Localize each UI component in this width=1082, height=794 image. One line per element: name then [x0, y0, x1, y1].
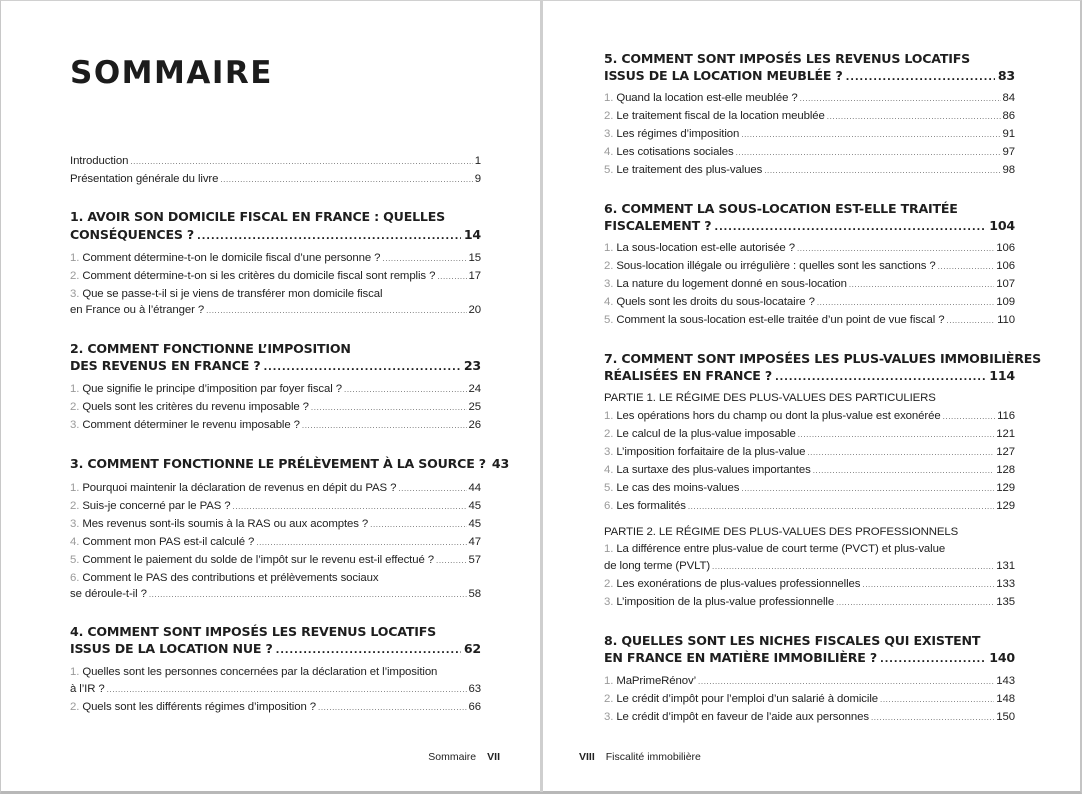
entry-number: 2.: [604, 260, 614, 272]
chapter-6-heading[interactable]: [604, 217, 1015, 235]
entry-number: 1.: [604, 242, 614, 254]
entry-number: 1.: [70, 482, 80, 494]
dot-leader: [741, 126, 1000, 143]
part-2-label: PARTIE 2. LE RÉGIME DES PLUS-VALUES DES PROFESSIONNELS: [604, 526, 959, 538]
toc-entry[interactable]: [70, 250, 481, 267]
entry-text: Mes revenus sont-ils soumis à la RAS ou aux acomptes ?: [82, 518, 369, 530]
chapter-title: CONSÉQUENCES ?: [70, 227, 195, 242]
entry-page-number: 133: [996, 578, 1015, 590]
dot-leader: [398, 480, 466, 497]
entry-number: 3.: [604, 128, 614, 140]
entry-text: Pourquoi maintenir la déclaration de revenus en dépit du PAS ?: [82, 482, 397, 494]
entry-page-number: 63: [468, 683, 481, 695]
dot-leader: [741, 480, 994, 497]
toc-entry[interactable]: [604, 691, 1015, 708]
dot-leader: [849, 276, 994, 293]
entry-page-number: 57: [468, 554, 481, 566]
entry-text: La sous-location est-elle autorisée ?: [616, 242, 795, 254]
chapter-page-number: 114: [989, 368, 1015, 383]
entry-page-number: 128: [996, 464, 1015, 476]
chapter-title: RÉALISÉES EN FRANCE ?: [604, 368, 772, 383]
entry-page-number: 127: [996, 446, 1015, 458]
entry-text: Le cas des moins-values: [616, 482, 740, 494]
entry-number: 2.: [604, 693, 614, 705]
chapter-5-title-line1: 5. COMMENT SONT IMPOSÉS LES REVENUS LOCATIFS: [604, 51, 971, 66]
entry-text: se déroule-t-il ?: [70, 588, 147, 600]
chapter-title: ISSUS DE LA LOCATION MEUBLÉE ?: [604, 68, 843, 83]
running-header-label: Sommaire: [428, 751, 477, 763]
entry-page-number: 131: [996, 560, 1015, 572]
entry-page-number: 106: [996, 242, 1015, 254]
entry-text: L’imposition forfaitaire de la plus-value: [616, 446, 806, 458]
toc-entry[interactable]: [70, 516, 481, 533]
dot-leader: [798, 426, 995, 443]
dot-leader: [880, 691, 994, 708]
entry-number: 2.: [70, 270, 80, 282]
entry-number: 2.: [604, 578, 614, 590]
dot-leader: [946, 312, 995, 329]
dot-leader: [149, 586, 467, 603]
chapter-page-number: 140: [989, 650, 1015, 665]
chapter-page-number: 104: [989, 218, 1015, 233]
dot-leader: [233, 498, 467, 515]
entry-page-number: 44: [468, 482, 481, 494]
entry-number: 5.: [604, 164, 614, 176]
chapter-4-title-line1: 4. COMMENT SONT IMPOSÉS LES REVENUS LOCATIFS: [70, 624, 437, 639]
dot-leader: [256, 534, 466, 551]
dot-leader: [714, 219, 986, 237]
entry-page-number: 9: [474, 173, 481, 185]
chapter-title: EN FRANCE EN MATIÈRE IMMOBILIÈRE ?: [604, 650, 877, 665]
entry-text: Quelles sont les personnes concernées par la déclaration et l’imposition: [82, 666, 438, 678]
entry-number: 6.: [604, 500, 614, 512]
entry-number: 2.: [604, 428, 614, 440]
dot-leader: [807, 444, 994, 461]
toc-entry[interactable]: [70, 681, 481, 698]
dot-leader: [846, 69, 995, 87]
dot-leader: [382, 250, 466, 267]
toc-entry[interactable]: [604, 444, 1015, 461]
entry-number: 5.: [70, 554, 80, 566]
entry-page-number: 26: [468, 419, 481, 431]
entry-text: Le traitement des plus-values: [616, 164, 763, 176]
entry-page-number: 107: [996, 278, 1015, 290]
toc-entry[interactable]: [604, 594, 1015, 611]
toc-entry[interactable]: [604, 576, 1015, 593]
toc-entry[interactable]: [604, 498, 1015, 515]
toc-entry[interactable]: [604, 144, 1015, 161]
entry-number: 4.: [604, 464, 614, 476]
entry-number: 1.: [604, 92, 614, 104]
entry-number: 5.: [604, 314, 614, 326]
chapter-5-heading[interactable]: [604, 67, 1015, 85]
chapter-title: DES REVENUS EN FRANCE ?: [70, 358, 261, 373]
toc-entry[interactable]: [604, 480, 1015, 497]
entry-text: Introduction: [70, 155, 129, 167]
entry-number: 2.: [70, 500, 80, 512]
toc-entry[interactable]: [604, 276, 1015, 293]
entry-number: 3.: [70, 518, 80, 530]
chapter-2-heading[interactable]: [70, 357, 481, 375]
entry-text: Présentation générale du livre: [70, 173, 219, 185]
page-gutter-divider: [540, 1, 543, 792]
toc-entry[interactable]: [604, 312, 1015, 329]
dot-leader: [817, 294, 994, 311]
toc-entry-introduction[interactable]: [70, 153, 481, 170]
entry-page-number: 98: [1002, 164, 1015, 176]
toc-entry[interactable]: [70, 699, 481, 716]
dot-leader: [370, 516, 466, 533]
entry-page-number: 15: [468, 252, 481, 264]
entry-text: Quels sont les différents régimes d’imposition ?: [82, 701, 316, 713]
entry-text: Quels sont les droits du sous-locataire ?: [616, 296, 815, 308]
chapter-title: FISCALEMENT ?: [604, 218, 712, 233]
dot-leader: [130, 153, 472, 170]
entry-page-number: 135: [996, 596, 1015, 608]
dot-leader: [871, 709, 994, 726]
dot-leader: [797, 240, 994, 257]
entry-number: 4.: [70, 536, 80, 548]
entry-page-number: 45: [468, 518, 481, 530]
folio-number: VII: [487, 751, 500, 763]
entry-page-number: 129: [996, 482, 1015, 494]
dot-leader: [206, 302, 466, 319]
entry-number: 3.: [604, 596, 614, 608]
chapter-page-number: 14: [463, 227, 481, 242]
entry-text: La nature du logement donné en sous-location: [616, 278, 847, 290]
dot-leader: [862, 576, 994, 593]
dot-leader: [800, 90, 1001, 107]
entry-page-number: 91: [1002, 128, 1015, 140]
entry-page-number: 1: [474, 155, 481, 167]
entry-page-number: 116: [997, 410, 1015, 422]
entry-text: Comment le PAS des contributions et prélèvements sociaux: [82, 572, 379, 584]
chapter-page-number: 83: [997, 68, 1015, 83]
toc-entry[interactable]: [604, 709, 1015, 726]
dot-leader: [318, 699, 467, 716]
chapter-1-title-line1: 1. AVOIR SON DOMICILE FISCAL EN FRANCE : QUELLES: [70, 209, 446, 224]
entry-number: 3.: [70, 288, 80, 300]
dot-leader: [263, 359, 460, 377]
page-title: SOMMAIRE: [70, 55, 273, 91]
toc-entry[interactable]: [604, 294, 1015, 311]
dot-leader: [938, 258, 995, 275]
entry-number: 2.: [70, 401, 80, 413]
toc-entry-line1[interactable]: [70, 664, 481, 681]
entry-page-number: 110: [997, 314, 1015, 326]
entry-text: Les régimes d’imposition: [616, 128, 740, 140]
chapter-7-heading[interactable]: [604, 367, 1015, 385]
toc-entry[interactable]: [604, 558, 1015, 575]
entry-number: 4.: [604, 146, 614, 158]
entry-number: 6.: [70, 572, 80, 584]
chapter-title: ISSUS DE LA LOCATION NUE ?: [70, 641, 273, 656]
entry-number: 2.: [70, 701, 80, 713]
entry-text: Comment déterminer le revenu imposable ?: [82, 419, 300, 431]
chapter-1-heading[interactable]: [70, 226, 481, 244]
entry-page-number: 66: [468, 701, 481, 713]
chapter-2-title-line1: 2. COMMENT FONCTIONNE L’IMPOSITION: [70, 341, 351, 356]
toc-entry[interactable]: [70, 586, 481, 603]
dot-leader: [302, 417, 467, 434]
entry-number: 1.: [604, 410, 614, 422]
toc-entry[interactable]: [604, 108, 1015, 125]
chapter-8-title-line1: 8. QUELLES SONT LES NICHES FISCALES QUI EXISTENT: [604, 633, 981, 648]
entry-page-number: 45: [468, 500, 481, 512]
entry-text: Que signifie le principe d’imposition par foyer fiscal ?: [82, 383, 342, 395]
entry-text: MaPrimeRénov’: [616, 675, 697, 687]
chapter-title: 3. COMMENT FONCTIONNE LE PRÉLÈVEMENT À LA SOURCE ?: [70, 456, 486, 471]
toc-entry[interactable]: [70, 381, 481, 398]
entry-text: Quand la location est-elle meublée ?: [616, 92, 798, 104]
toc-entry[interactable]: [70, 417, 481, 434]
toc-entry-line1[interactable]: [70, 570, 481, 587]
toc-entry[interactable]: [604, 408, 1015, 425]
entry-page-number: 129: [996, 500, 1015, 512]
toc-entry-line1[interactable]: [604, 541, 1015, 558]
entry-number: 1.: [604, 543, 614, 555]
entry-page-number: 97: [1002, 146, 1015, 158]
entry-text: Les formalités: [616, 500, 686, 512]
entry-page-number: 84: [1002, 92, 1015, 104]
dot-leader: [688, 498, 994, 515]
entry-text: Les cotisations sociales: [616, 146, 734, 158]
toc-entry[interactable]: [604, 240, 1015, 257]
toc-entry-line1[interactable]: [70, 286, 481, 303]
entry-page-number: 109: [996, 296, 1015, 308]
toc-entry[interactable]: [70, 268, 481, 285]
entry-text: Le calcul de la plus-value imposable: [616, 428, 796, 440]
chapter-3-heading[interactable]: [70, 455, 510, 473]
chapter-7-title-line1: 7. COMMENT SONT IMPOSÉES LES PLUS-VALUES IMMOBILIÈRES: [604, 351, 1042, 366]
entry-number: 3.: [604, 711, 614, 723]
entry-page-number: 150: [996, 711, 1015, 723]
dot-leader: [276, 642, 461, 660]
entry-number: 5.: [604, 482, 614, 494]
toc-entry[interactable]: [604, 426, 1015, 443]
dot-leader: [813, 462, 995, 479]
toc-entry[interactable]: [604, 162, 1015, 179]
toc-entry[interactable]: [70, 534, 481, 551]
dot-leader: [736, 144, 1001, 161]
entry-number: 3.: [604, 446, 614, 458]
entry-number: 1.: [604, 675, 614, 687]
chapter-6-title-line1: 6. COMMENT LA SOUS-LOCATION EST-ELLE TRAITÉE: [604, 201, 958, 216]
entry-page-number: 148: [996, 693, 1015, 705]
entry-page-number: 17: [468, 270, 481, 282]
dot-leader: [436, 552, 467, 569]
toc-entry[interactable]: [70, 552, 481, 569]
entry-text: L’imposition de la plus-value professionnelle: [616, 596, 835, 608]
toc-entry[interactable]: [70, 498, 481, 515]
chapter-page-number: 23: [463, 358, 481, 373]
toc-entry[interactable]: [70, 399, 481, 416]
entry-number: 1.: [70, 252, 80, 264]
entry-page-number: 143: [996, 675, 1015, 687]
dot-leader: [698, 673, 994, 690]
chapter-page-number: 62: [463, 641, 481, 656]
dot-leader: [880, 651, 986, 669]
toc-entry[interactable]: [604, 673, 1015, 690]
entry-text: Que se passe-t-il si je viens de transférer mon domicile fiscal: [82, 288, 383, 300]
dot-leader: [344, 381, 467, 398]
folio-number: VIII: [579, 751, 595, 763]
dot-leader: [220, 171, 472, 188]
entry-page-number: 86: [1002, 110, 1015, 122]
entry-text: Quels sont les critères du revenu imposable ?: [82, 401, 309, 413]
entry-text: de long terme (PVLT): [604, 560, 711, 572]
entry-number: 1.: [70, 666, 80, 678]
entry-number: 2.: [604, 110, 614, 122]
entry-text: Le traitement fiscal de la location meublée: [616, 110, 825, 122]
entry-page-number: 106: [996, 260, 1015, 272]
chapter-4-heading[interactable]: [70, 640, 481, 658]
entry-text: Les opérations hors du champ ou dont la plus-value est exonérée: [616, 410, 941, 422]
dot-leader: [764, 162, 1000, 179]
entry-page-number: 20: [468, 304, 481, 316]
entry-text: Comment le paiement du solde de l’impôt sur le revenu est-il effectué ?: [82, 554, 434, 566]
entry-page-number: 47: [468, 536, 481, 548]
toc-entry[interactable]: [604, 462, 1015, 479]
entry-text: Comment mon PAS est-il calculé ?: [82, 536, 255, 548]
entry-text: en France ou à l’étranger ?: [70, 304, 205, 316]
entry-text: Suis-je concerné par le PAS ?: [82, 500, 231, 512]
entry-page-number: 25: [468, 401, 481, 413]
entry-text: La surtaxe des plus-values importantes: [616, 464, 811, 476]
entry-text: Les exonérations de plus-values professionnelles: [616, 578, 861, 590]
entry-text: Sous-location illégale ou irrégulière : quelles sont les sanctions ?: [616, 260, 936, 272]
part-1-label: PARTIE 1. LE RÉGIME DES PLUS-VALUES DES PARTICULIERS: [604, 392, 936, 404]
left-page-footer: [428, 750, 500, 764]
dot-leader: [836, 594, 994, 611]
toc-entry-presentation[interactable]: [70, 171, 481, 188]
entry-page-number: 24: [468, 383, 481, 395]
chapter-8-heading[interactable]: [604, 649, 1015, 667]
toc-entry[interactable]: [604, 126, 1015, 143]
dot-leader: [311, 399, 467, 416]
dot-leader: [107, 681, 467, 698]
entry-text: Comment détermine-t-on le domicile fiscal d’une personne ?: [82, 252, 381, 264]
dot-leader: [775, 369, 986, 387]
entry-text: Comment détermine-t-on si les critères du domicile fiscal sont remplis ?: [82, 270, 436, 282]
entry-text: à l’IR ?: [70, 683, 105, 695]
dot-leader: [712, 558, 994, 575]
running-header-label: Fiscalité immobilière: [605, 751, 701, 763]
entry-page-number: 58: [468, 588, 481, 600]
toc-entry[interactable]: [70, 302, 481, 319]
dot-leader: [827, 108, 1001, 125]
entry-number: 1.: [70, 383, 80, 395]
toc-entry[interactable]: [70, 480, 481, 497]
entry-text: Le crédit d’impôt pour l’emploi d’un salarié à domicile: [616, 693, 878, 705]
entry-number: 3.: [604, 278, 614, 290]
entry-number: 4.: [604, 296, 614, 308]
dot-leader: [943, 408, 996, 425]
dot-leader: [437, 268, 466, 285]
entry-number: 3.: [70, 419, 80, 431]
right-page-footer: [579, 750, 701, 764]
dot-leader: [197, 228, 461, 246]
chapter-page-number: 43: [491, 456, 510, 471]
entry-text: La différence entre plus-value de court terme (PVCT) et plus-value: [616, 543, 946, 555]
entry-text: Le crédit d’impôt en faveur de l’aide aux personnes: [616, 711, 869, 723]
toc-entry[interactable]: [604, 258, 1015, 275]
entry-page-number: 121: [996, 428, 1015, 440]
toc-entry[interactable]: [604, 90, 1015, 107]
entry-text: Comment la sous-location est-elle traitée d’un point de vue fiscal ?: [616, 314, 945, 326]
